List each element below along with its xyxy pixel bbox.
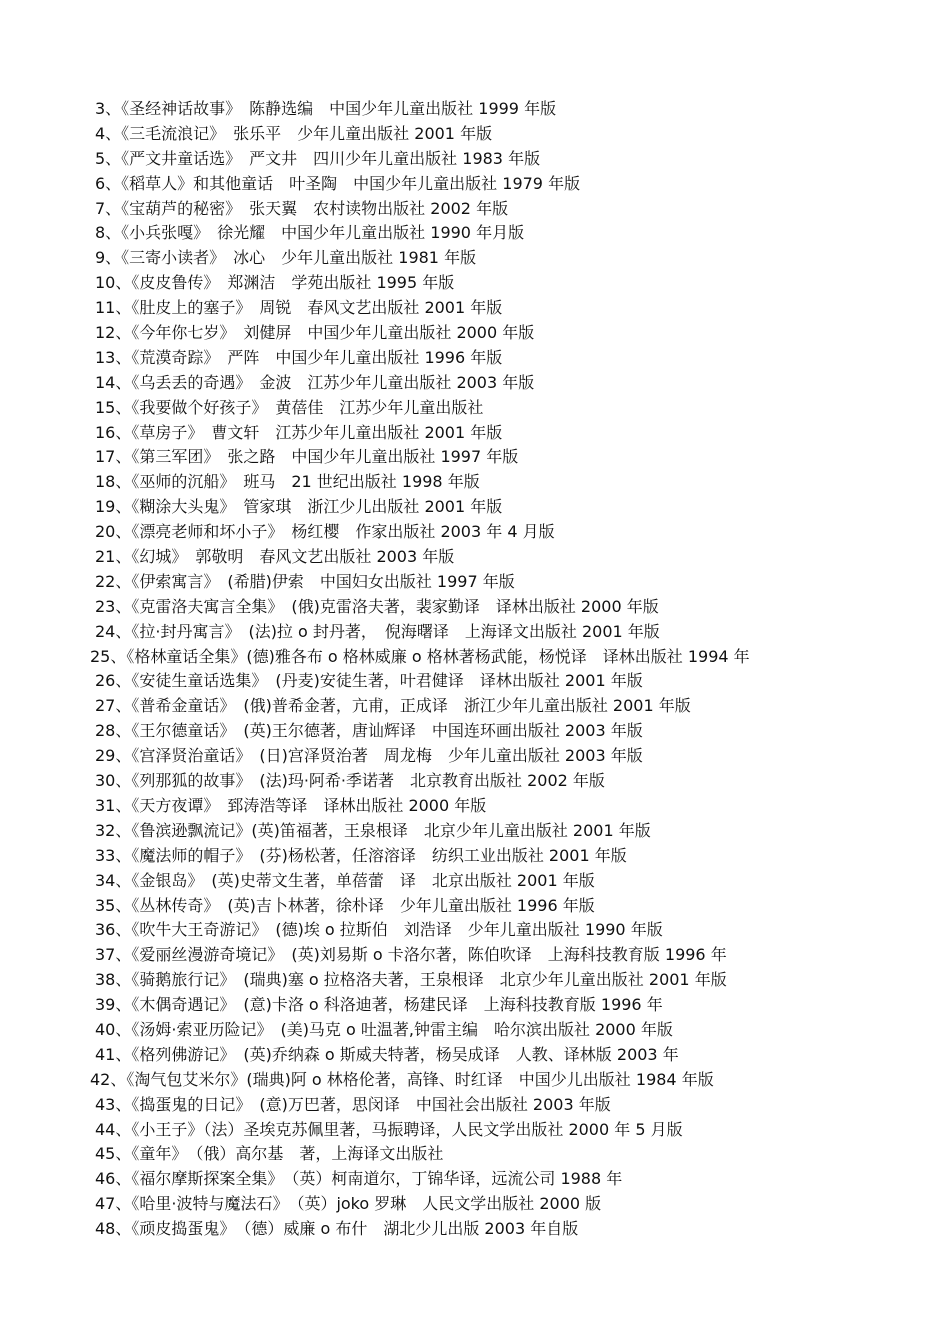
list-item: 32、《鲁滨逊飘流记》(英)笛福著，王泉根译 北京少年儿童出版社 2001 年版 [95, 820, 651, 840]
list-item: 40、《汤姆·索亚历险记》 (美)马克 o 吐温著,钟雷主编 哈尔滨出版社 2000 年版 [95, 1019, 673, 1039]
list-item: 10、《皮皮鲁传》 郑渊洁 学苑出版社 1995 年版 [95, 273, 455, 293]
list-item: 25、《格林童话全集》(德)雅各布 o 格林威廉 o 格林著杨武能，杨悦译 译林出版社 1994 年 [90, 646, 750, 666]
list-item: 6、《稻草人》和其他童话 叶圣陶 中国少年儿童出版社 1979 年版 [95, 173, 581, 193]
list-item: 47、《哈里·波特与魔法石》 （英）joko 罗琳 人民文学出版社 2000 版 [95, 1194, 602, 1214]
list-item: 45、《童年》 （俄）高尔基 著，上海译文出版社 [95, 1144, 444, 1164]
list-item: 43、《捣蛋鬼的日记》 (意)万巴著，思闵译 中国社会出版社 2003 年版 [95, 1094, 611, 1114]
list-item: 20、《漂亮老师和坏小子》 杨红樱 作家出版社 2003 年 4 月版 [95, 522, 555, 542]
list-item: 39、《木偶奇遇记》 (意)卡洛 o 科洛迪著，杨建民译 上海科技教育版 1996 年 [95, 995, 663, 1015]
list-item: 23、《克雷洛夫寓言全集》 (俄)克雷洛夫著，裴家勤译 译林出版社 2000 年版 [95, 596, 659, 616]
list-item: 34、《金银岛》 (英)史蒂文生著，单蓓蕾 译 北京出版社 2001 年版 [95, 870, 595, 890]
list-item: 12、《今年你七岁》 刘健屏 中国少年儿童出版社 2000 年版 [95, 323, 535, 343]
list-item: 18、《巫师的沉船》 班马 21 世纪出版社 1998 年版 [95, 472, 480, 492]
list-item: 22、《伊索寓言》 (希腊)伊索 中国妇女出版社 1997 年版 [95, 571, 515, 591]
list-item: 27、《普希金童话》 (俄)普希金著，亢甫，正成译 浙江少年儿童出版社 2001 年版 [95, 696, 691, 716]
book-list [0, 97, 950, 1242]
list-item: 14、《乌丢丢的奇遇》 金波 江苏少年儿童出版社 2003 年版 [95, 372, 535, 392]
list-item: 17、《第三军团》 张之路 中国少年儿童出版社 1997 年版 [95, 447, 519, 467]
list-item: 4、《三毛流浪记》 张乐平 少年儿童出版社 2001 年版 [95, 123, 493, 143]
list-item: 11、《肚皮上的塞子》 周锐 春风文艺出版社 2001 年版 [95, 298, 503, 318]
list-item: 7、《宝葫芦的秘密》 张天翼 农村读物出版社 2002 年版 [95, 198, 509, 218]
list-item: 8、《小兵张嘎》 徐光耀 中国少年儿童出版社 1990 年月版 [95, 223, 525, 243]
list-item: 13、《荒漠奇踪》 严阵 中国少年儿童出版社 1996 年版 [95, 347, 503, 367]
list-item: 15、《我要做个好孩子》 黄蓓佳 江苏少年儿童出版社 [95, 397, 484, 417]
list-item: 29、《宫泽贤治童话》 (日)宫泽贤治著 周龙梅 少年儿童出版社 2003 年版 [95, 746, 643, 766]
list-item: 28、《王尔德童话》 (英)王尔德著，唐讪辉译 中国连环画出版社 2003 年版 [95, 721, 643, 741]
list-item: 31、《天方夜谭》 郅涛浩等译 译林出版社 2000 年版 [95, 795, 487, 815]
list-item: 26、《安徒生童话选集》 (丹麦)安徒生著，叶君健译 译林出版社 2001 年版 [95, 671, 643, 691]
list-item: 3、《圣经神话故事》 陈静选编 中国少年儿童出版社 1999 年版 [95, 99, 557, 118]
list-item: 48、《顽皮捣蛋鬼》 （德）威廉 o 布什 湖北少儿出版 2003 年自版 [95, 1219, 579, 1239]
list-item: 42、《淘气包艾米尔》(瑞典)阿 o 林格伦著，高锋、时红译 中国少儿出版社 1984 年版 [90, 1069, 714, 1089]
list-item: 41、《格列佛游记》 (英)乔纳森 o 斯威夫特著，杨吴成译 人教、译林版 2003 年 [95, 1044, 679, 1064]
list-item: 5、《严文井童话选》 严文井 四川少年儿童出版社 1983 年版 [95, 148, 541, 168]
list-item: 37、《爱丽丝漫游奇境记》 (英)刘易斯 o 卡洛尔著，陈伯吹译 上海科技教育版 1996 年 [95, 945, 727, 965]
list-item: 24、《拉·封丹寓言》 (法)拉 o 封丹著， 倪海曙译 上海译文出版社 2001 年版 [95, 621, 660, 641]
list-item: 44、《小王子》（法）圣埃克苏佩里著，马振聘译，人民文学出版社 2000 年 5 月版 [95, 1119, 683, 1139]
list-item: 21、《幻城》 郭敬明 春风文艺出版社 2003 年版 [95, 547, 455, 567]
list-item: 38、《骑鹅旅行记》 (瑞典)塞 o 拉格洛夫著，王泉根译 北京少年儿童出版社 2001 年版 [95, 970, 727, 990]
list-item: 35、《丛林传奇》 (英)吉卜林著，徐朴译 少年儿童出版社 1996 年版 [95, 895, 595, 915]
list-item: 36、《吹牛大王奇游记》 (德)埃 o 拉斯伯 刘浩译 少年儿童出版社 1990 年版 [95, 920, 663, 940]
list-item: 30、《列那狐的故事》 (法)玛·阿希·季诺著 北京教育出版社 2002 年版 [95, 771, 605, 791]
list-item: 16、《草房子》 曹文轩 江苏少年儿童出版社 2001 年版 [95, 422, 503, 442]
list-item: 33、《魔法师的帽子》 (芬)杨松著，任溶溶译 纺织工业出版社 2001 年版 [95, 845, 627, 865]
list-item: 9、《三寄小读者》 冰心 少年儿童出版社 1981 年版 [95, 248, 477, 268]
list-item: 46、《福尔摩斯探案全集》 （英）柯南道尔，丁锦华译，远流公司 1988 年 [95, 1169, 623, 1189]
list-item: 19、《糊涂大头鬼》 管家琪 浙江少儿出版社 2001 年版 [95, 497, 503, 517]
